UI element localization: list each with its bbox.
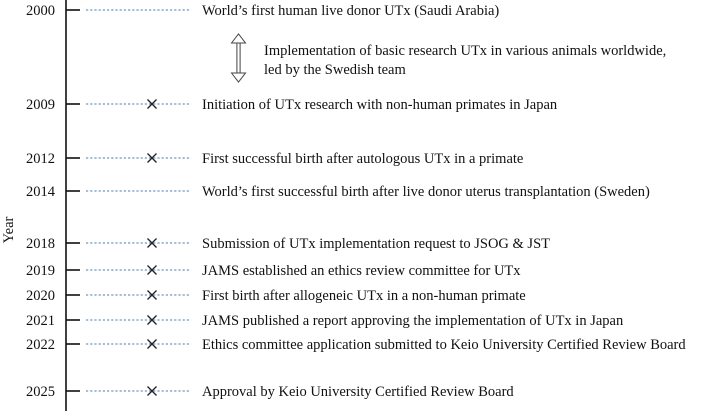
timeline-row-2021 (26, 313, 624, 329)
timeline-row-2025 (26, 384, 514, 400)
timeline-row-2014 (26, 184, 650, 200)
timeline-row-2000 (26, 3, 499, 19)
year-label: 2019 (26, 263, 55, 279)
year-label: 2018 (26, 236, 55, 252)
event-text: Initiation of UTx research with non-human primates in Japan (202, 97, 558, 113)
timeline-row-2012 (26, 151, 523, 167)
year-label: 2014 (26, 184, 55, 200)
event-text: JAMS published a report approving the implementation of UTx in Japan (202, 313, 624, 329)
year-label: 2009 (26, 97, 55, 113)
timeline-row-2022 (26, 337, 686, 353)
event-text: Ethics committee application submitted to Keio University Certified Review Board (202, 337, 686, 353)
event-text: First successful birth after autologous UTx in a primate (202, 151, 524, 167)
timeline-row-2018 (26, 236, 550, 252)
timeline-row-2009 (26, 97, 558, 113)
year-label: 2012 (26, 151, 55, 167)
timeline-row-2020 (26, 288, 526, 304)
year-label: 2025 (26, 384, 55, 400)
double-arrow-vertical-icon (232, 34, 246, 82)
event-text: First birth after allogeneic UTx in a non-human primate (202, 288, 526, 304)
event-text: World’s first successful birth after live donor uterus transplantation (Sweden) (202, 184, 650, 200)
note-text-line-2: led by the Swedish team (264, 62, 406, 78)
note-text-line-1: Implementation of basic research UTx in various animals worldwide, (264, 43, 667, 59)
event-text: Approval by Keio University Certified Review Board (202, 384, 514, 400)
year-label: 2021 (26, 313, 55, 329)
event-text: JAMS established an ethics review committee for UTx (202, 263, 521, 279)
axis-title: Year (1, 216, 17, 244)
year-label: 2022 (26, 337, 55, 353)
year-label: 2020 (26, 288, 55, 304)
note-block (232, 34, 667, 82)
timeline-row-2019 (26, 263, 521, 279)
event-text: World’s first human live donor UTx (Saudi Arabia) (202, 3, 500, 19)
event-text: Submission of UTx implementation request to JSOG & JST (202, 236, 550, 252)
year-label: 2000 (26, 3, 55, 19)
